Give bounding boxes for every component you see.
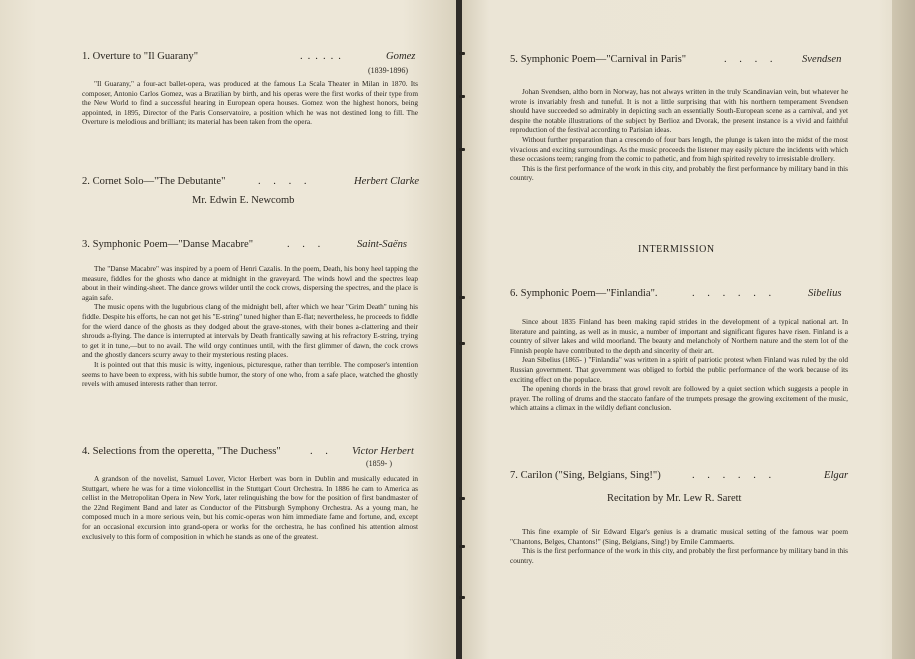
item2-leader: . . . .: [258, 176, 312, 187]
item6-composer-wrap: [808, 288, 842, 299]
item4-heading: [82, 446, 281, 457]
item7-recitation: Recitation by Mr. Lew R. Sarett: [607, 493, 742, 504]
item1-para-1: "Il Guarany," a four-act ballet-opera, was produced at the famous La Scala Theater in Milan in 1870. Its composer, Antonio Carlos Gomez, was a Brazilian by birth, and his operas were the first works of their type from the New World to find a successful hearing in European opera houses. Gomez won the highest honors, being appointed, in 1895, Director of the Paris Conservatoire, a position which he was not destined long to fill. The Overture is melodious and brilliant; its material has been taken from the opera.: [82, 79, 418, 127]
item1-heading: [82, 51, 198, 62]
item2-soloist: Mr. Edwin E. Newcomb: [192, 195, 295, 206]
item7-composer-wrap: [824, 470, 848, 481]
item4-text: [82, 474, 418, 541]
item3-para-3: It is pointed out that this music is witty, ingenious, picturesque, rather than terrible. The composer's intention seems to have been to express, with his subtle humor, the story of one who, from a safe place, watched the ghostly revels with amused interests rather than terror.: [82, 359, 418, 389]
item1-leader: ......: [300, 51, 346, 62]
item3-leader: . . .: [287, 239, 326, 250]
item6-leader: . . . . . .: [692, 288, 777, 299]
binding-thread: [459, 95, 465, 98]
item1-title: 1. Overture to "Il Guarany": [82, 51, 199, 62]
binding-thread: [459, 342, 465, 345]
item2-title: 2. Cornet Solo—"The Debutante": [82, 176, 226, 187]
item7-para-1: This fine example of Sir Edward Elgar's genius is a dramatic musical setting of the famous war poem "Chantons, Belges, Chantons!" (Sing, Belgians, Sing!) by Emile Cammaerts.: [510, 527, 848, 546]
item5-title: 5. Symphonic Poem—"Carnival in Paris": [510, 54, 687, 65]
item3-title: 3. Symphonic Poem—"Danse Macabre": [82, 239, 254, 250]
item6-composer: Sibelius: [808, 288, 842, 299]
item2-composer: Herbert Clarke: [354, 176, 420, 187]
item3-text: [82, 264, 418, 389]
item4-para-1: A grandson of the novelist, Samuel Lover, Victor Herbert was born in Dublin and musically educated in Stuttgart, where he was for a time violoncellist in the Stuttgart Court Orchestra. In 1886 he cam to America as cellist in the Metropolitan Opera in New York, later relinquishing the bow for the position of first bandmaster of the 22nd Regiment Band and later as Conductor of the Pittsburgh Symphony Orchestra. As a young man, he composed much in a more serious vein, but his comic-operas won him immediate fame and fortune, and, except for an occasional excursion into grand-opera or works for the orchestra, he has confined his attention almost exclusively to this form of composition in which he stands as one of the greatest.: [82, 474, 418, 541]
page-edge: [892, 0, 915, 659]
binding-thread: [459, 52, 465, 55]
binding-thread: [459, 596, 465, 599]
item5-text: [510, 87, 848, 183]
item5-composer-wrap: [802, 54, 841, 65]
item7-para-2: This is the first performance of the work in this city, and probably the first performance by military band in this country.: [510, 546, 848, 565]
item1-text: [82, 79, 418, 127]
item3-composer: Saint-Saëns: [357, 239, 408, 250]
item4-leader: . .: [310, 446, 333, 457]
item7-composer: Elgar: [824, 470, 849, 481]
binding-thread: [459, 148, 465, 151]
right-page: [462, 0, 915, 659]
item1-composer: Gomez: [386, 51, 416, 62]
item5-para-3: This is the first performance of the work in this city, and probably the first performance by military band in this country.: [510, 163, 848, 183]
binding-thread: [459, 545, 465, 548]
item6-para-2: Jean Sibelius (1865- ) "Finlandia" was written in a spirit of patriotic protest when Finland was ruled by the old Russian government. That government was obliged to forbid the public performance of the work because of its exciting effect on the populace.: [510, 355, 848, 384]
item2-composer-wrap: [354, 176, 419, 187]
item5-leader: . . . .: [724, 54, 778, 65]
intermission-heading: INTERMISSION: [638, 244, 715, 255]
item6-heading: [510, 288, 658, 299]
item3-para-1: The "Danse Macabre" was inspired by a poem of Henri Cazalis. In the poem, Death, his bony heel tapping the measure, fiddles for the ghosts who dance at midnight in the graveyard. The winds howl and the spectres leap about in their winding-sheet. The dance grows wilder until the cock crows, dispersing the spectres, and the place is again safe.: [82, 264, 418, 302]
binding-thread: [459, 497, 465, 500]
item4-composer-wrap: [352, 446, 414, 457]
item4-dates: (1859- ): [366, 459, 392, 468]
item5-para-2: Without further preparation than a crescendo of four bars length, the plunge is taken into the midst of the most vivacious and exciting surroundings. As the music proceeds the listener may easily picture the incidents with which these occasions teem; ranging from the comic to pathetic, and from high spirited revelry to irresistable drollery.: [510, 134, 848, 164]
item3-para-2: The music opens with the lugubrious clang of the midnight bell, after which we hear "Grim Death" tuning his fiddle. Despite his efforts, he can not get his "E-string" tuned higher than E-flat; nevertheless, he proceeds to fiddle for the wierd dance of the ghosts as they dodged about the grave-stones, with their bones a-clattering and their shrouds a-flying. The dance is interrupted at intervals by Death frantically sawing at his refractory E-string, trying to get it in tune,—but to no avail. The wild orgy continues until, with the first glimmer of dawn, the cock crows and the ghostly dancers scurry away to their mysterious resting places.: [82, 302, 418, 360]
item6-text: [510, 317, 848, 413]
item6-title: 6. Symphonic Poem—"Finlandia".: [510, 288, 658, 299]
item1-composer-wrap: [386, 51, 415, 62]
item5-composer: Svendsen: [802, 54, 842, 65]
item5-para-1: Johan Svendsen, altho born in Norway, has not always written in the truly Scandinavian vein, but whatever he wrote is invariably fresh and tuneful. It is not a little surprising that with his northern temperament Svendsen should have succeeded so admirably in depicting such an essentially South-European scene as a carnival, and yet despite the notable illustrations of the subject by Berlioz and Dvorak, the present instance is a vivid and faithful reproduction of the festival according to Parisian ideas.: [510, 87, 848, 135]
item4-composer: Victor Herbert: [352, 446, 414, 457]
item1-dates: (1839-1896): [368, 66, 408, 75]
item6-para-1: Since about 1835 Finland has been making rapid strides in the development of a typical national art. In literature and painting, as well as in music, a number of important and significant figures have risen. Finland is a country of silver lakes and wild moorland. The beauty and melancholy of Northern nature and the stern lot of the Finnish people have contributed to the depth and sincerity of their art.: [510, 317, 848, 355]
item6-para-3: The opening chords in the brass that growl revolt are followed by a quiet section which suggests a people in prayer. The rolling of drums and the staccato fanfare of the trumpets presage the growing excitement of the music, which attains a climax in the wildly defiant conclusion.: [510, 384, 848, 413]
item7-text: [510, 527, 848, 565]
binding-thread: [459, 296, 465, 299]
item5-heading: [510, 54, 686, 65]
item3-composer-wrap: [357, 239, 407, 250]
item2-heading: [82, 176, 225, 187]
item7-heading: [510, 470, 661, 481]
item7-leader: . . . . . .: [692, 470, 777, 481]
item3-heading: [82, 239, 253, 250]
item7-title: 7. Carilon ("Sing, Belgians, Sing!"): [510, 470, 661, 481]
item4-title: 4. Selections from the operetta, "The Duchess": [82, 446, 281, 457]
